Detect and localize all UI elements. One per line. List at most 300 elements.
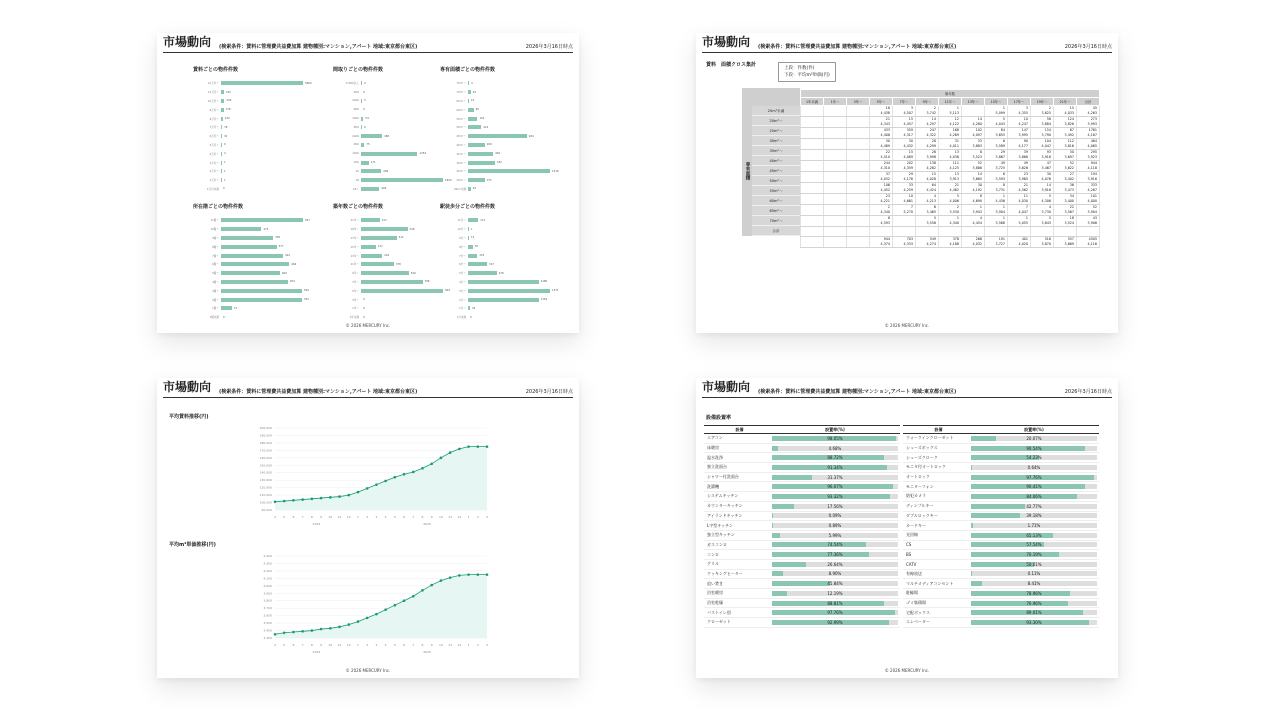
data-point — [430, 584, 433, 587]
unit-price-cell: 4,424 — [916, 188, 939, 194]
equipment-row — [704, 570, 900, 580]
bar-label: 1階〜 — [212, 307, 219, 311]
rate-track — [971, 533, 1097, 538]
count-cell: 1 — [985, 194, 1008, 200]
unit-price-cell: 3,697 — [1054, 155, 1077, 161]
x-tick-label: 9 — [430, 515, 433, 519]
x-tick-label: 9 — [320, 643, 323, 647]
y-tick-label: 200,000 — [259, 426, 272, 430]
rate-track — [971, 455, 1097, 460]
rate-value: 17.56% — [827, 503, 843, 509]
bar-chart — [440, 203, 568, 322]
rate-track — [971, 562, 1097, 567]
equipment-name: エレベーター — [906, 619, 930, 625]
equipment-name: シャワー付洗面台 — [707, 474, 739, 480]
data-point — [320, 497, 323, 500]
count-cell: 5 — [939, 194, 962, 200]
y-tick-label: 90,000 — [261, 508, 272, 512]
equipment-row — [704, 550, 900, 560]
equipment-row — [903, 550, 1099, 560]
bar — [221, 298, 302, 302]
unit-price-cell: 3,886 — [962, 166, 985, 172]
bar-row — [193, 105, 321, 114]
bar-label: 5DK — [353, 90, 359, 94]
rate-track — [971, 601, 1097, 606]
bar-row — [193, 149, 321, 158]
row-label: 45m²〜 — [752, 166, 800, 176]
count-cell: 13 — [939, 150, 962, 156]
bar-label: 1LDK — [352, 152, 359, 156]
bar-label: 10階〜 — [210, 228, 219, 232]
rate-track — [772, 465, 898, 470]
count-cell: 14 — [962, 172, 985, 178]
unit-price-cell: 4,280 — [962, 122, 985, 128]
search-conditions: (検索条件：賃料に管理費共益費加算 建物種別:マンション,アパート 地域:東京都台東区) — [219, 389, 418, 395]
count-cell: 4505 — [1077, 237, 1100, 243]
as-of-date: 2026年3月16日時点 — [1064, 44, 1112, 50]
count-cell: 21 — [1008, 183, 1031, 189]
equipment-name: ダブルロックキー — [906, 512, 938, 518]
data-point — [311, 629, 314, 632]
bar-value: 172 — [480, 218, 486, 222]
count-cell: 7 — [893, 205, 916, 211]
count-cell: 33 — [893, 183, 916, 189]
equipment-row — [903, 579, 1099, 589]
bar-label: 5.5DK以上 — [345, 82, 359, 86]
bar-row — [440, 242, 568, 251]
bar-value: 422 — [285, 254, 291, 258]
y-tick-label: 3,400 — [263, 628, 272, 633]
count-cell: 23 — [870, 194, 893, 200]
bar-value: 1 — [224, 161, 226, 165]
equipment-name: クッキングヒーター — [707, 570, 743, 576]
rate-value: 50.01% — [1026, 561, 1042, 567]
y-tick-label: 160,000 — [259, 455, 272, 460]
rate-track — [971, 513, 1097, 518]
bar-value: 411 — [398, 236, 404, 240]
count-cell: 273 — [1077, 117, 1100, 123]
bar-value: 217 — [381, 218, 387, 222]
count-cell: 45 — [1077, 106, 1100, 112]
x-tick-label: 2 — [366, 515, 369, 519]
data-point — [283, 500, 286, 503]
equipment-row — [704, 453, 900, 463]
unit-price-cell: 4,436 — [985, 199, 1008, 205]
bar-label: 7階〜 — [212, 254, 219, 258]
x-tick-label: 11 — [448, 643, 453, 647]
unit-price-cell: 3,467 — [1031, 166, 1054, 172]
equipment-row — [704, 521, 900, 531]
col-rate: 設置率(%) — [1024, 426, 1044, 432]
bar-value: 152 — [479, 117, 485, 121]
bar-label: 4LDK — [352, 99, 359, 103]
unit-price-cell: 4,028 — [916, 177, 939, 183]
row-label: 65m²〜 — [752, 206, 800, 216]
equipment-name: 防犯カメラ — [906, 493, 926, 499]
equipment-row — [903, 492, 1099, 502]
data-point — [467, 573, 470, 576]
data-point — [394, 476, 397, 479]
bar — [468, 117, 477, 121]
count-cell: 29 — [985, 150, 1008, 156]
unit-price-cell: 4,482 — [939, 188, 962, 194]
unit-price-cell: 4,047 — [1031, 144, 1054, 150]
equipment-row — [704, 444, 900, 454]
unit-price-cell: 3,826 — [1054, 122, 1077, 128]
x-tick-label: 11 — [337, 515, 342, 519]
bar — [468, 161, 495, 165]
bar-label: 3万円〜 — [209, 161, 219, 165]
rate-track — [971, 571, 1097, 576]
unit-price-cell: 4,562 — [1008, 188, 1031, 194]
bar-row — [440, 185, 568, 194]
rate-value: 89.01% — [1026, 610, 1042, 616]
copyright-footer: © 2026 MERCURY Inc. — [884, 323, 930, 328]
unit-price-cell: 3,568 — [985, 221, 1008, 227]
bar-value: 1 — [224, 169, 226, 173]
data-point — [274, 633, 277, 636]
y-tick-label: 100,000 — [259, 500, 272, 505]
row-label: 50m²〜 — [752, 176, 800, 186]
table-legend — [778, 62, 836, 82]
bar-label: 9年〜 — [352, 272, 359, 276]
x-tick-label: 8 — [421, 515, 424, 519]
rate-track — [772, 446, 898, 451]
count-cell: 52 — [1077, 205, 1100, 211]
bar-label: 2万円〜 — [209, 170, 219, 174]
bar-row — [440, 141, 568, 150]
bar-row — [440, 278, 568, 287]
equipment-row — [704, 560, 900, 570]
rate-track — [772, 533, 898, 538]
count-cell: 43 — [1077, 216, 1100, 222]
bar-value: 355 — [275, 236, 281, 240]
count-cell: 29 — [893, 172, 916, 178]
unit-price-cell: 3,993 — [1077, 122, 1100, 128]
rate-track — [971, 436, 1097, 441]
count-cell: 14 — [1031, 183, 1054, 189]
section-title: 賃料 面積クロス集計 — [706, 62, 757, 68]
count-cell: 147 — [1008, 128, 1031, 134]
y-tick-label: 3,900 — [263, 591, 272, 596]
bar — [221, 81, 303, 85]
bar-value: 944 — [445, 289, 450, 293]
bar-row — [440, 304, 568, 313]
bar-value: 1 — [471, 227, 473, 231]
unit-price-cell: 3,923 — [1077, 155, 1100, 161]
slide-header — [702, 35, 1112, 53]
bar — [221, 245, 277, 249]
rate-value: 4.68% — [828, 445, 842, 451]
rate-value: 39.18% — [1026, 513, 1042, 519]
bar-label: 75m²〜 — [456, 82, 466, 86]
unit-price-cell: 3,725 — [985, 166, 1008, 172]
bar — [361, 280, 423, 284]
count-cell: 295 — [1077, 150, 1100, 156]
rate-value: 98.05% — [827, 435, 843, 441]
bar-label: 20m²〜 — [456, 179, 466, 183]
count-cell: 5 — [1031, 216, 1054, 222]
bar-chart — [193, 66, 321, 193]
count-cell: 168 — [939, 128, 962, 134]
bar-value: 557 — [305, 218, 310, 222]
bar-label: 8万円〜 — [209, 117, 219, 121]
count-cell: 22 — [870, 150, 893, 156]
rate-track — [971, 552, 1097, 557]
bar — [361, 152, 417, 156]
bar-label: 4万円〜 — [209, 152, 219, 156]
unit-price-cell: 3,727 — [985, 242, 1008, 248]
bar-label: 2DK — [353, 143, 359, 147]
bar-row — [440, 216, 568, 225]
equipment-row — [903, 608, 1099, 618]
page-title: 市場動向 — [163, 35, 212, 49]
bar-value: 214 — [483, 125, 489, 129]
equipment-name: 独立洗面台 — [707, 464, 727, 470]
x-tick-label: 12 — [457, 515, 462, 519]
count-cell: 6 — [985, 172, 1008, 178]
x-tick-label: 7 — [412, 643, 415, 647]
bar-label: 3分〜 — [459, 289, 466, 293]
equipment-row — [903, 541, 1099, 551]
unit-price-cell: 4,263 — [1077, 111, 1100, 117]
bar — [468, 134, 527, 138]
unit-price-cell: 4,116 — [1077, 242, 1100, 248]
equipment-name: 光回線 — [906, 532, 918, 538]
col-group-header: 築年数 — [801, 90, 1100, 98]
bar-value: 0 — [363, 90, 365, 94]
bar-row — [440, 114, 568, 123]
unit-price-cell: 4,408 — [870, 133, 893, 139]
rate-value: 76.96% — [1026, 600, 1042, 606]
column-header: 21年〜 — [1054, 98, 1077, 106]
bar-label: 12万円〜 — [207, 82, 219, 86]
data-point — [449, 576, 452, 579]
column-header: 7年〜 — [893, 98, 916, 106]
bar — [361, 254, 382, 258]
bar — [361, 169, 381, 173]
data-point — [320, 628, 323, 631]
y-tick-label: 4,200 — [263, 568, 272, 573]
bar-value: 45 — [472, 90, 477, 94]
bar-value: 378 — [395, 262, 401, 266]
unit-price-cell: 3,906 — [1077, 221, 1100, 227]
count-cell: 464 — [1077, 139, 1100, 145]
data-point — [357, 491, 360, 494]
bar-row — [193, 158, 321, 167]
data-point — [292, 499, 295, 502]
equipment-name: 駐輪場 — [906, 590, 918, 596]
count-cell: 4 — [916, 194, 939, 200]
unit-price-cell — [801, 242, 824, 248]
equipment-name: モニタ付オートロック — [906, 464, 946, 470]
count-cell: 90 — [1008, 139, 1031, 145]
bar-value: 0 — [223, 187, 225, 191]
unit-price-cell: 4,118 — [1077, 166, 1100, 172]
copyright-footer: © 2026 MERCURY Inc. — [345, 668, 391, 673]
bar-row — [193, 123, 321, 132]
slide-header — [163, 380, 573, 398]
equipment-name: CS — [906, 542, 912, 548]
count-cell: 7 — [1008, 205, 1031, 211]
bar-value: 1254 — [419, 152, 427, 156]
x-tick-label: 2 — [366, 643, 369, 647]
x-tick-label: 4 — [384, 643, 387, 647]
rent-trend-title: 平均賃料推移(円) — [169, 414, 209, 420]
bar-label: 55m²〜 — [456, 117, 466, 121]
bar-label: 3階〜 — [212, 289, 219, 293]
count-cell: 433 — [870, 128, 893, 134]
equipment-name: オートロック — [906, 474, 930, 480]
bar-label: 25m²〜 — [456, 170, 466, 174]
y-tick-label: 110,000 — [259, 493, 272, 498]
as-of-date: 2026年3月16日時点 — [525, 389, 573, 395]
equipment-row — [704, 512, 900, 522]
count-cell: 39 — [1008, 150, 1031, 156]
bar-value: 12 — [471, 99, 475, 103]
bar — [468, 152, 493, 156]
bar — [221, 254, 283, 258]
bar-row — [193, 88, 321, 97]
unit-price-cell: 3,669 — [1054, 242, 1077, 248]
unit-price-cell: 3,916 — [1031, 155, 1054, 161]
unit-price-cell: 4,065 — [1077, 144, 1100, 150]
bar-row — [193, 114, 321, 123]
bar — [221, 218, 303, 222]
bar-value: 269 — [486, 143, 492, 147]
rate-value: 93.32% — [827, 493, 843, 499]
equipment-name: カウンターキッチン — [707, 503, 743, 509]
unit-price-cell: 4,317 — [893, 133, 916, 139]
unit-price-cell: 4,032 — [870, 177, 893, 183]
data-point — [329, 627, 332, 630]
unit-price-cell: 3,665 — [962, 177, 985, 183]
bar-value: 404 — [495, 152, 501, 156]
x-tick-label: 7 — [301, 643, 304, 647]
unit-price-cell: 4,438 — [870, 111, 893, 117]
equipment-name: ディンプルキー — [906, 503, 934, 509]
count-cell: 3 — [1008, 106, 1031, 112]
unit-price-cell: 3,870 — [1031, 242, 1054, 248]
bar-label: 1万円未満 — [206, 187, 219, 191]
unit-price-cell: 5,055 — [1008, 221, 1031, 227]
bar-row — [193, 79, 321, 88]
x-tick-label: 8 — [421, 643, 424, 647]
chart-title: 駅徒歩分ごとの物件件数 — [440, 204, 496, 210]
equipment-row — [903, 482, 1099, 492]
count-cell: 15 — [1054, 106, 1077, 112]
equipment-name: アイランドキッチン — [707, 512, 743, 518]
count-cell: 247 — [916, 128, 939, 134]
unit-price-cell: 3,790 — [1031, 133, 1054, 139]
unit-price-cell: 4,176 — [893, 177, 916, 183]
bar-row — [440, 105, 568, 114]
rate-value: 92.99% — [827, 619, 843, 625]
unit-price-cell: 4,177 — [1008, 144, 1031, 150]
bar-row — [193, 185, 321, 194]
bar — [468, 143, 485, 147]
rate-track — [772, 571, 898, 576]
data-point — [338, 626, 341, 629]
unit-price-cell: 3,492 — [1054, 133, 1077, 139]
equipment-row — [704, 463, 900, 473]
bar-label: 1R — [355, 178, 359, 182]
bar-value: 400 — [281, 271, 287, 275]
unit-price-cell: 3,625 — [1031, 111, 1054, 117]
bar-row — [440, 313, 568, 322]
equipment-name: 追い焚き — [707, 580, 723, 586]
unit-price-cell: 4,343 — [870, 122, 893, 128]
unit-price-trend-chart — [235, 550, 495, 660]
unit-price-cell: 4,432 — [893, 144, 916, 150]
data-point — [412, 471, 415, 474]
bar-label: 9階〜 — [212, 236, 219, 240]
count-cell: 401 — [1008, 237, 1031, 243]
rate-value: 97.76% — [1026, 474, 1042, 480]
count-cell: 106 — [870, 183, 893, 189]
unit-price-cell: 3,530 — [939, 210, 962, 216]
count-cell: 1 — [985, 106, 1008, 112]
x-tick-label: 3 — [486, 515, 488, 519]
equipment-name: バストイレ別 — [707, 609, 731, 615]
bar-value: 0 — [363, 315, 365, 319]
column-header: 15年〜 — [985, 98, 1008, 106]
x-tick-label: 12 — [346, 643, 351, 647]
count-cell: 104 — [1031, 139, 1054, 145]
unit-price-cell: 4,032 — [962, 242, 985, 248]
bar — [468, 254, 477, 258]
count-cell: 944 — [1077, 161, 1100, 167]
bar-label: 65m²〜 — [456, 99, 466, 103]
count-cell: 8 — [870, 216, 893, 222]
year-label: 2025 — [423, 522, 431, 526]
y-tick-label: 4,000 — [263, 583, 272, 588]
bar — [361, 218, 380, 222]
count-cell: 101 — [1077, 194, 1100, 200]
count-cell: 5 — [985, 117, 1008, 123]
bar — [361, 271, 409, 275]
count-cell: 333 — [1077, 183, 1100, 189]
bar-label: 70m²〜 — [456, 91, 466, 95]
as-of-date: 2026年3月16日時点 — [525, 44, 573, 50]
col-equipment: 設備 — [934, 426, 943, 432]
unit-price-cell: 3,883 — [962, 144, 985, 150]
row-label: 合計 — [752, 226, 800, 236]
x-tick-label: 1 — [467, 643, 470, 647]
unit-price-cell: 3,998 — [916, 155, 939, 161]
y-tick-label: 3,600 — [263, 613, 272, 618]
count-cell: 4 — [1031, 205, 1054, 211]
bar-value: 448 — [383, 169, 389, 173]
slide-property-counts — [157, 33, 579, 333]
bar-value: 0 — [470, 315, 472, 319]
bar-label: 1万円〜 — [209, 179, 219, 183]
bar-value: 1318 — [552, 169, 559, 173]
unit-price-cell: 4,355 — [1008, 111, 1031, 117]
data-point — [421, 589, 424, 592]
unit-price-cell: 4,221 — [870, 199, 893, 205]
x-tick-label: 3 — [486, 643, 488, 647]
unit-price-cell: 3,913 — [939, 177, 962, 183]
bar-label: 7万円〜 — [209, 126, 219, 130]
data-point — [301, 498, 304, 501]
column-header: 13年〜 — [962, 98, 985, 106]
count-cell: 15 — [893, 150, 916, 156]
bar-row — [193, 286, 321, 295]
count-cell: 194 — [1077, 172, 1100, 178]
x-tick-label: 10 — [438, 643, 443, 647]
unit-price-cell: 3,916 — [1077, 177, 1100, 183]
